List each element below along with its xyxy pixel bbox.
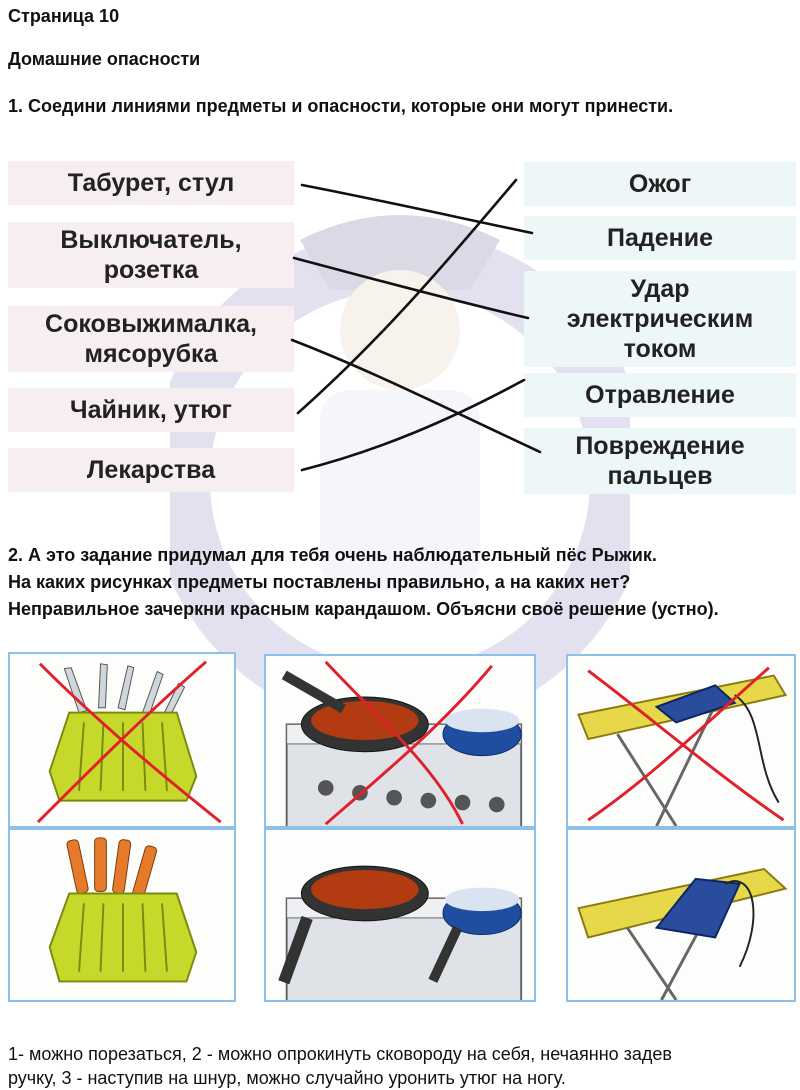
danger-fingers-label-2: пальцев	[607, 462, 713, 490]
answer-line-1: 1- можно порезаться, 2 - можно опрокинуть сковороду на себя, нечаянно задев	[8, 1044, 672, 1064]
danger-shock	[524, 271, 796, 367]
picture-stove-wrong[interactable]	[264, 654, 536, 828]
danger-burn	[524, 162, 796, 206]
item-kettle	[8, 388, 294, 432]
danger-shock-label-1: Удар	[630, 275, 690, 303]
answer-text	[8, 1042, 792, 1090]
danger-burn-label: Ожог	[628, 170, 692, 198]
danger-poison-label: Отравление	[585, 381, 735, 409]
item-juicer-label-1: Соковыжималка,	[45, 310, 257, 338]
knife-handles-icon	[66, 838, 157, 900]
knife-holder-illustration	[10, 654, 234, 826]
danger-fall-label: Падение	[606, 224, 714, 252]
item-juicer-label-2: мясорубка	[84, 340, 218, 368]
picture-knives-right[interactable]	[8, 828, 236, 1002]
page-title: Страница 10	[8, 6, 120, 26]
picture-iron-right[interactable]	[566, 828, 796, 1002]
item-kettle-label: Чайник, утюг	[70, 396, 232, 424]
item-switch	[8, 222, 294, 288]
picture-stove-right[interactable]	[264, 828, 536, 1002]
danger-fingers-label-1: Повреждение	[575, 432, 745, 460]
item-switch-label-1: Выключатель,	[60, 226, 242, 254]
item-juicer	[8, 306, 294, 372]
task2-line-1: 2. А это задание придумал для тебя очень наблюдательный пёс Рыжик.	[8, 545, 657, 565]
knife-holder-illustration	[10, 830, 234, 1000]
danger-fingers	[524, 428, 796, 494]
item-medicine-label: Лекарства	[86, 456, 216, 484]
iron-cord	[735, 695, 779, 802]
task2-line-3: Неправильное зачеркни красным карандашом. Объясни своё решение (устно).	[8, 599, 719, 619]
task1-instruction: 1. Соедини линиями предметы и опасности, которые они могут принести.	[8, 96, 674, 116]
page-subtitle: Домашние опасности	[8, 49, 201, 69]
task2-line-2: На каких рисунках предметы поставлены правильно, а на каких нет?	[8, 572, 631, 592]
item-medicine	[8, 448, 294, 492]
iron-board-illustration	[568, 830, 794, 1000]
picture-knives-wrong[interactable]	[8, 652, 236, 828]
danger-shock-label-2: электрическим	[566, 305, 754, 333]
iron-board-illustration	[568, 656, 794, 826]
danger-fall	[524, 216, 796, 260]
pan-handle	[282, 671, 346, 714]
stove-illustration	[266, 656, 534, 826]
item-switch-label-2: розетка	[103, 256, 199, 284]
answer-line-2: ручку, 3 - наступив на шнур, можно случайно уронить утюг на ногу.	[8, 1068, 566, 1088]
stove-illustration	[266, 830, 534, 1000]
danger-poison	[524, 373, 796, 417]
danger-shock-label-3: током	[623, 335, 697, 363]
item-stool	[8, 161, 294, 205]
item-stool-label: Табурет, стул	[67, 169, 235, 197]
picture-iron-wrong[interactable]	[566, 654, 796, 828]
